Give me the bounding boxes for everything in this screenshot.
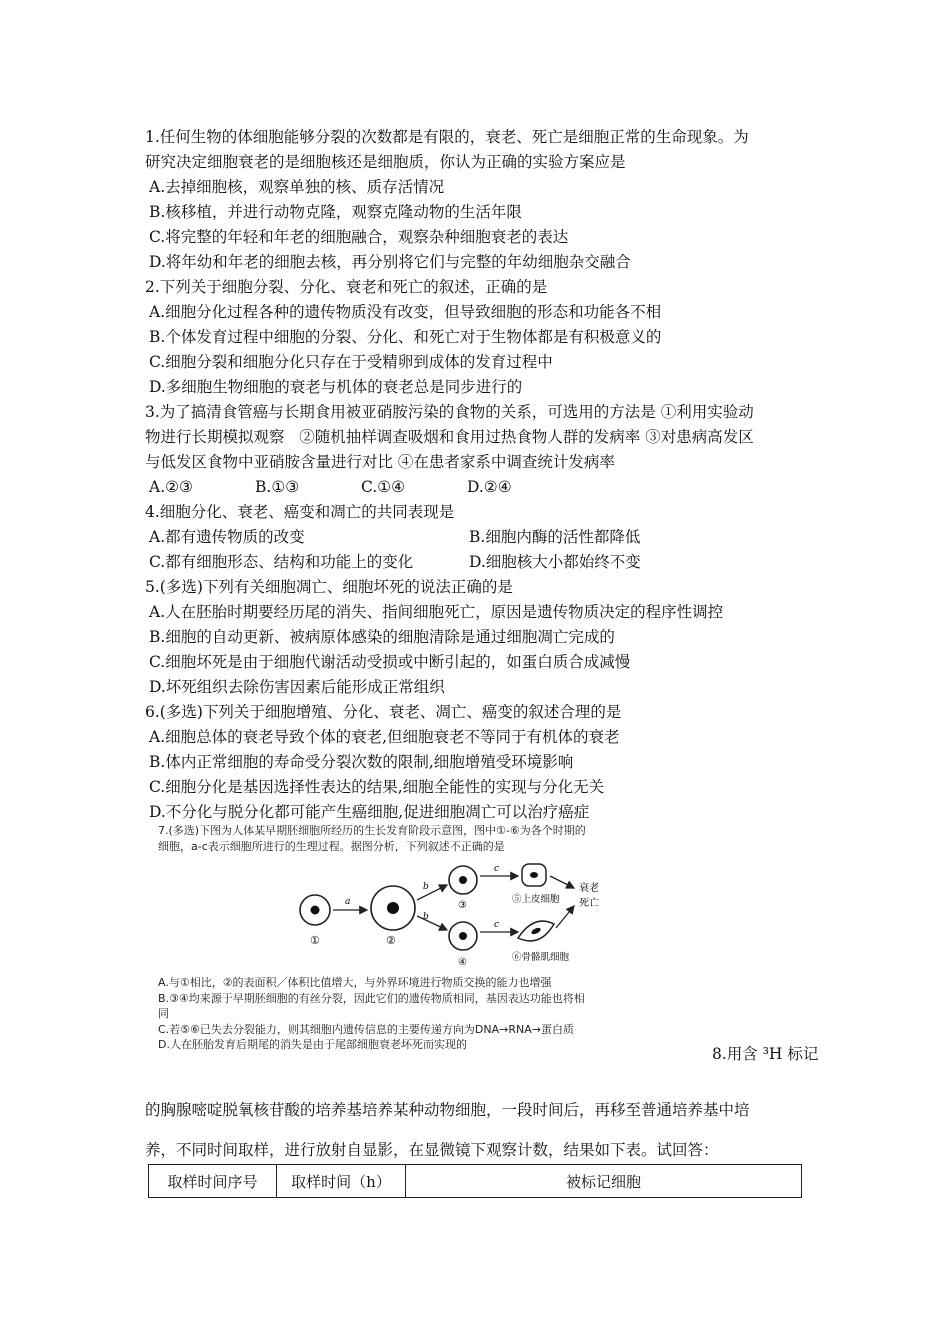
q7-option-b-cont: 同	[158, 1007, 169, 1020]
q4-option-a: A.都有遗传物质的改变	[149, 528, 305, 546]
cell-2	[371, 886, 415, 930]
question-4	[145, 500, 810, 575]
skeletal-muscle-cell-label: ⑥骨骼肌细胞	[512, 952, 570, 963]
q7-option-c: C.若⑤⑥已失去分裂能力，则其细胞内遗传信息的主要传递方向为DNA→RNA→蛋白质	[158, 1022, 574, 1036]
q3-stem-line2: 物进行长期模拟观察 ②随机抽样调查吸烟和食用过热食物人群的发病率 ③对患病高发区	[145, 428, 754, 446]
q5-option-b: B.细胞的自动更新、被病原体感染的细胞清除是通过细胞凋亡完成的	[149, 628, 615, 646]
q1-option-a: A.去掉细胞核，观察单独的核、质存活情况	[149, 178, 445, 196]
q3-option-b: B.①③	[255, 478, 300, 496]
cell-development-diagram	[290, 858, 620, 970]
q8-line2: 的胸腺嘧啶脱氧核苷酸的培养基培养某种动物细胞，一段时间后，再移至普通培养基中培	[145, 1101, 750, 1119]
col-sample-index: 取样时间序号	[149, 1165, 277, 1197]
q4-option-c: C.都有细胞形态、结构和功能上的变化	[149, 553, 414, 571]
q4-option-d: D.细胞核大小都始终不变	[469, 553, 641, 571]
end-label-line1: 衰老	[579, 883, 599, 894]
q5-option-d: D.坏死组织去除伤害因素后能形成正常组织	[149, 678, 445, 696]
q6-option-a: A.细胞总体的衰老导致个体的衰老,但细胞衰老不等同于有机体的衰老	[149, 728, 620, 746]
q1-option-d: D.将年幼和年老的细胞去核，再分别将它们与完整的年幼细胞杂交融合	[149, 253, 631, 271]
epithelial-cell	[522, 864, 546, 886]
q5-option-c: C.细胞坏死是由于细胞代谢活动受损或中断引起的，如蛋白质合成减慢	[149, 653, 631, 671]
q3-option-a: A.②③	[149, 478, 193, 496]
q8-stem-tail: 8.用含 ³H 标记	[712, 1045, 819, 1063]
question-8	[145, 1090, 810, 1170]
q8-line3: 养，不同时间取样，进行放射自显影，在显微镜下观察计数，结果如下表。试回答：	[145, 1141, 719, 1159]
q3-stem-line1: 3.为了搞清食管癌与长期食用被亚硝胺污染的食物的关系，可选用的方法是 ①利用实验动	[145, 403, 754, 421]
skeletal-muscle-cell	[518, 921, 554, 941]
q3-option-d: D.②④	[467, 478, 512, 496]
q2-option-b: B.个体发育过程中细胞的分裂、分化、和死亡对于生物体都是有积极意义的	[149, 328, 662, 346]
q7-stem-line1: 7.(多选)下图为人体某早期胚细胞所经历的生长发育阶段示意图，图中①-⑥为各个时期的	[158, 824, 586, 837]
arrow-to-end-lower	[556, 906, 574, 928]
q2-option-a: A.细胞分化过程各种的遗传物质没有改变，但导致细胞的形态和功能各不相	[149, 303, 662, 321]
q3-options	[145, 475, 810, 500]
q2-option-d: D.多细胞生物细胞的衰老与机体的衰老总是同步进行的	[149, 378, 523, 396]
question-2	[145, 275, 810, 400]
arrow-b-lower-label: b	[423, 912, 429, 922]
question-1	[145, 125, 810, 275]
question-6	[145, 700, 810, 825]
q6-option-d: D.不分化与脱分化都可能产生癌细胞,促进细胞凋亡可以治疗癌症	[149, 803, 590, 821]
cell-1	[300, 895, 330, 925]
q1-option-c: C.将完整的年轻和年老的细胞融合，观察杂种细胞衰老的表达	[149, 228, 569, 246]
arrow-c-lower-label: c	[494, 920, 500, 930]
arrow-a-label: a	[345, 897, 351, 907]
arrow-c-upper-label: c	[494, 864, 500, 874]
q3-option-c: C.①④	[361, 478, 406, 496]
q7-option-b: B.③④均来源于早期胚细胞的有丝分裂，因此它们的遗传物质相同，基因表达功能也将相	[158, 991, 585, 1005]
cell-3-label: ③	[458, 900, 467, 911]
col-labeled-cells: 被标记细胞	[565, 1172, 641, 1191]
q7-option-a: A.与①相比，②的表面积／体积比值增大，与外界环境进行物质交换的能力也增强	[158, 976, 552, 989]
q6-stem: 6.(多选)下列关于细胞增殖、分化、衰老、凋亡、癌变的叙述合理的是	[145, 703, 622, 721]
q1-stem-line1: 1.任何生物的体细胞能够分裂的次数都是有限的，衰老、死亡是细胞正常的生命现象。为	[145, 128, 749, 146]
q8-table-header	[148, 1164, 802, 1198]
q7-stem-line2: 细胞，a-c表示细胞所进行的生理过程。据图分析，下列叙述不正确的是	[158, 840, 505, 853]
cell-2-label: ②	[386, 934, 396, 947]
q6-option-b: B.体内正常细胞的寿命受分裂次数的限制,细胞增殖受环境影响	[149, 753, 574, 771]
q2-option-c: C.细胞分裂和细胞分化只存在于受精卵到成体的发育过程中	[149, 353, 553, 371]
q4-option-b: B.细胞内酶的活性都降低	[469, 528, 641, 546]
question-7-options	[158, 975, 638, 1053]
q8-stem-start	[712, 1042, 822, 1067]
q3-stem-line3: 与低发区食物中亚硝胺含量进行对比 ④在患者家系中调查统计发病率	[145, 453, 615, 471]
question-7-stem	[158, 823, 638, 855]
q6-option-c: C.细胞分化是基因选择性表达的结果,细胞全能性的实现与分化无关	[149, 778, 605, 796]
q2-stem: 2.下列关于细胞分裂、分化、衰老和死亡的叙述，正确的是	[145, 278, 548, 296]
q7-option-d: D.人在胚胎发育后期尾的消失是由于尾部细胞衰老坏死而实现的	[158, 1038, 467, 1051]
cell-4-label: ④	[458, 957, 467, 968]
q5-option-a: A.人在胚胎时期要经历尾的消失、指间细胞死亡，原因是遗传物质决定的程序性调控	[149, 603, 724, 621]
q5-stem: 5.(多选)下列有关细胞凋亡、细胞坏死的说法正确的是	[145, 578, 513, 596]
question-5	[145, 575, 810, 700]
cell-3	[449, 866, 477, 894]
q4-options-row2	[145, 550, 810, 575]
question-3	[145, 400, 810, 500]
cell-4	[449, 922, 477, 950]
end-label-line2: 死亡	[579, 898, 599, 909]
cell-1-label: ①	[310, 934, 320, 947]
arrow-to-end-upper	[550, 876, 574, 888]
col-sample-time: 取样时间（h）	[277, 1165, 406, 1197]
q4-options-row1	[145, 525, 810, 550]
q1-option-b: B.核移植，并进行动物克隆，观察克隆动物的生活年限	[149, 203, 522, 221]
q1-stem-line2: 研究决定细胞衰老的是细胞核还是细胞质，你认为正确的实验方案应是	[145, 153, 626, 171]
epithelial-cell-label: ⑤上皮细胞	[512, 894, 560, 905]
q4-stem: 4.细胞分化、衰老、癌变和凋亡的共同表现是	[145, 503, 455, 521]
arrow-b-upper-label: b	[423, 882, 429, 892]
arrow-b-upper	[417, 885, 447, 900]
arrow-b-lower	[417, 916, 447, 930]
